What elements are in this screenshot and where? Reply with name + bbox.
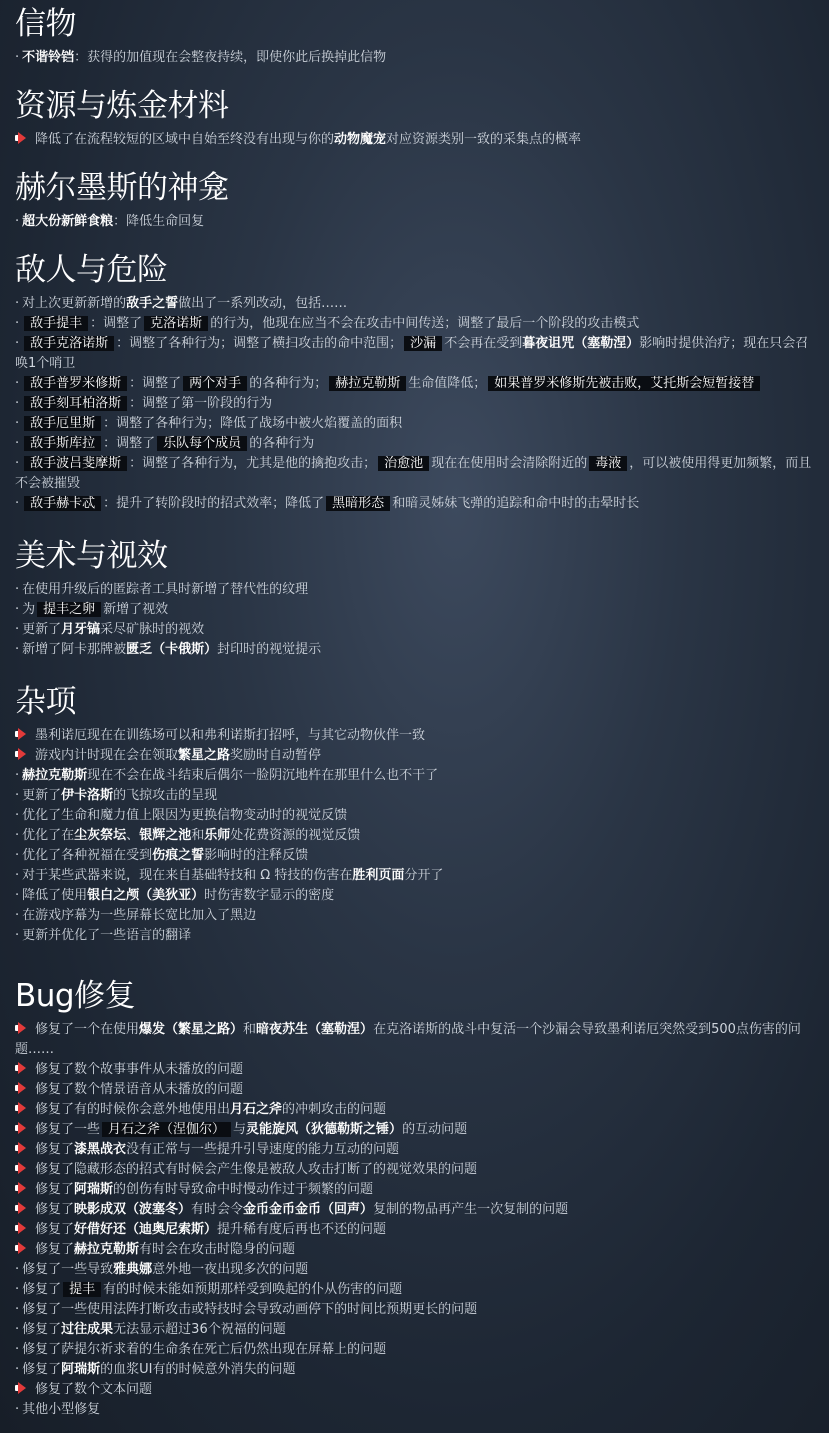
bullet-dot-icon: · xyxy=(15,376,20,391)
item-text: 的各种行为 xyxy=(249,436,315,451)
bold-term: 暮夜诅咒（塞勒涅） xyxy=(522,336,640,351)
item-text: ：降低生命回复 xyxy=(113,214,205,229)
list-item xyxy=(15,1340,815,1360)
megaphone-icon xyxy=(15,1222,29,1234)
list-item xyxy=(15,434,815,454)
bold-term: 伊卡洛斯 xyxy=(61,788,114,803)
item-text: 修复了 xyxy=(35,1182,75,1197)
megaphone-icon xyxy=(15,1082,29,1094)
item-text: 的冲刺攻击的问题 xyxy=(282,1102,387,1117)
highlighted-term: 敌手提丰 xyxy=(24,316,88,331)
patch-notes xyxy=(15,0,815,1420)
list-item xyxy=(15,1400,815,1420)
bold-term: 金币金币金币（回声） xyxy=(243,1202,374,1217)
section xyxy=(15,0,815,68)
bold-term: 伤痕之誓 xyxy=(152,848,205,863)
item-text: 意外地一夜出现多次的问题 xyxy=(152,1262,309,1277)
section xyxy=(15,246,815,514)
item-text: 更新并优化了一些语言的翻译 xyxy=(22,928,192,943)
highlighted-term: 两个对手 xyxy=(183,376,247,391)
item-text: 优化了生命和魔力值上限因为更换信物变动时的视觉反馈 xyxy=(22,808,348,823)
bold-term: 匮乏（卡俄斯） xyxy=(126,642,218,657)
bullet-dot-icon: · xyxy=(15,316,20,331)
item-text: 的互动问题 xyxy=(402,1122,468,1137)
item-text: 修复了 xyxy=(22,1282,62,1297)
megaphone-icon xyxy=(15,1122,29,1134)
highlighted-term: 克洛诺斯 xyxy=(144,316,208,331)
item-text: 修复了 xyxy=(35,1222,75,1237)
list-item xyxy=(15,866,815,886)
bullet-dot-icon: · xyxy=(15,768,20,783)
bullet-dot-icon: · xyxy=(15,1282,20,1297)
bullet-dot-icon: · xyxy=(15,928,20,943)
item-text: 为 xyxy=(22,602,36,617)
section-title: Bug修复 xyxy=(15,978,136,1014)
item-text: 现在在使用时会清除附近的 xyxy=(431,456,588,471)
item-text: 在使用升级后的匿踪者工具时新增了替代性的纹理 xyxy=(22,582,309,597)
item-text: 修复了有的时候你会意外地使用出 xyxy=(35,1102,231,1117)
list-item xyxy=(15,906,815,926)
bullet-dot-icon: · xyxy=(15,808,20,823)
item-text: ：调整了 xyxy=(129,376,182,391)
list-item xyxy=(15,580,815,600)
item-text: 提升稀有度后再也不还的问题 xyxy=(217,1222,387,1237)
bold-term: 月牙镐 xyxy=(61,622,101,637)
list-item xyxy=(15,1140,815,1160)
item-text: 修复了一些 xyxy=(35,1122,101,1137)
megaphone-icon xyxy=(15,132,29,144)
bold-term: 阿瑞斯 xyxy=(61,1362,101,1377)
item-text: ：提升了转阶段时的招式效率；降低了 xyxy=(103,496,325,511)
item-text: 处花费资源的视觉反馈 xyxy=(230,828,361,843)
list-item xyxy=(15,766,815,786)
item-text: 修复了萨提尔祈求着的生命条在死亡后仍然出现在屏幕上的问题 xyxy=(22,1342,387,1357)
item-text: 的创伤有时导致命中时慢动作过于频繁的问题 xyxy=(113,1182,374,1197)
item-text: 修复了隐藏形态的招式有时候会产生像是被敌人攻击打断了的视觉效果的问题 xyxy=(35,1162,478,1177)
list-item xyxy=(15,48,815,68)
bold-term: 乐师 xyxy=(204,828,231,843)
item-text: 采尽矿脉时的视效 xyxy=(100,622,205,637)
item-text: 的血浆UI有的时候意外消失的问题 xyxy=(100,1362,296,1377)
bullet-dot-icon: · xyxy=(15,848,20,863)
item-text: 更新了 xyxy=(22,622,62,637)
bold-term: 赫拉克勒斯 xyxy=(22,768,88,783)
list-item xyxy=(15,334,815,374)
bullet-dot-icon: · xyxy=(15,50,20,65)
item-text: 新增了视效 xyxy=(103,602,169,617)
megaphone-icon xyxy=(15,1062,29,1074)
list-item xyxy=(15,640,815,660)
megaphone-icon xyxy=(15,1142,29,1154)
item-text: 降低了使用 xyxy=(22,888,88,903)
list-item xyxy=(15,314,815,334)
highlighted-term: 敌手普罗米修斯 xyxy=(24,376,127,391)
highlighted-term: 黑暗形态 xyxy=(326,496,390,511)
item-text: 修复了一个在使用 xyxy=(35,1022,140,1037)
bold-term: 暗夜苏生（塞勒涅） xyxy=(256,1022,374,1037)
megaphone-icon xyxy=(15,1162,29,1174)
bold-term: 胜利页面 xyxy=(352,868,405,883)
bullet-dot-icon: · xyxy=(15,868,20,883)
item-text: 和 xyxy=(243,1022,257,1037)
bullet-dot-icon: · xyxy=(15,214,20,229)
highlighted-term: 赫拉克勒斯 xyxy=(329,376,406,391)
item-text: 有时会令 xyxy=(191,1202,244,1217)
bullet-dot-icon: · xyxy=(15,828,20,843)
bullet-dot-icon: · xyxy=(15,396,20,411)
item-text: 做出了一系列改动，包括…… xyxy=(178,296,348,311)
section-title: 美术与视效 xyxy=(15,538,168,574)
bullet-dot-icon: · xyxy=(15,582,20,597)
list-item xyxy=(15,746,815,766)
item-text: 与 xyxy=(233,1122,247,1137)
bold-term: 雅典娜 xyxy=(113,1262,153,1277)
megaphone-icon xyxy=(15,1202,29,1214)
bold-term: 漆黑战衣 xyxy=(74,1142,127,1157)
item-text: ：获得的加值现在会整夜持续，即使你此后换掉此信物 xyxy=(74,50,387,65)
highlighted-term: 沙漏 xyxy=(404,336,442,351)
item-text: 没有正常与一些提升引导速度的能力互动的问题 xyxy=(126,1142,400,1157)
item-text: 的飞掠攻击的呈现 xyxy=(113,788,218,803)
item-text: 的各种行为； xyxy=(249,376,328,391)
list-item xyxy=(15,786,815,806)
section-title: 敌人与危险 xyxy=(15,252,168,288)
highlighted-term: 敌手厄里斯 xyxy=(24,416,101,431)
highlighted-term: 毒液 xyxy=(589,456,627,471)
item-text: 分开了 xyxy=(404,868,444,883)
list-item xyxy=(15,1180,815,1200)
bullet-dot-icon: · xyxy=(15,1322,20,1337)
list-item xyxy=(15,494,815,514)
section xyxy=(15,82,815,150)
item-text: 复制的物品再产生一次复制的问题 xyxy=(373,1202,569,1217)
item-text: 优化了各种祝福在受到 xyxy=(22,848,153,863)
megaphone-icon xyxy=(15,1182,29,1194)
item-text: 奖励时自动暂停 xyxy=(230,748,322,763)
list-item xyxy=(15,726,815,746)
highlighted-term: 月石之斧（涅伽尔） xyxy=(102,1122,231,1137)
item-text: 墨利诺厄现在在训练场可以和弗利诺斯打招呼，与其它动物伙伴一致 xyxy=(35,728,426,743)
bullet-dot-icon: · xyxy=(15,908,20,923)
item-text: 修复了数个文本问题 xyxy=(35,1382,153,1397)
megaphone-icon xyxy=(15,1242,29,1254)
item-text: 影响时提供治疗；现在只会召唤1个哨卫 xyxy=(15,336,809,371)
highlighted-term: 提丰之卵 xyxy=(37,602,101,617)
bullet-dot-icon: · xyxy=(15,1402,20,1417)
section xyxy=(15,164,815,232)
bold-term: 动物魔宠 xyxy=(334,132,387,147)
highlighted-term: 敌手刻耳柏洛斯 xyxy=(24,396,127,411)
list-item xyxy=(15,1100,815,1120)
bullet-dot-icon: · xyxy=(15,642,20,657)
bold-term: 好借好还（迪奥尼索斯） xyxy=(74,1222,218,1237)
bullet-dot-icon: · xyxy=(15,888,20,903)
item-text: 对应资源类别一致的采集点的概率 xyxy=(386,132,582,147)
list-item xyxy=(15,926,815,946)
item-text: ：调整了第一阶段的行为 xyxy=(129,396,273,411)
list-item xyxy=(15,294,815,314)
megaphone-icon xyxy=(15,728,29,740)
bold-term: 过往成果 xyxy=(61,1322,114,1337)
bullet-dot-icon: · xyxy=(15,1362,20,1377)
item-text: 时伤害数字显示的密度 xyxy=(204,888,335,903)
list-item xyxy=(15,826,815,846)
list-item xyxy=(15,886,815,906)
section xyxy=(15,532,815,660)
bold-term: 阿瑞斯 xyxy=(74,1182,114,1197)
item-text: 修复了 xyxy=(35,1242,75,1257)
bullet-dot-icon: · xyxy=(15,1262,20,1277)
item-text: ：调整了各种行为；调整了横扫攻击的命中范围； xyxy=(116,336,403,351)
item-text: 对上次更新新增的 xyxy=(22,296,127,311)
bullet-dot-icon: · xyxy=(15,456,20,471)
bullet-dot-icon: · xyxy=(15,296,20,311)
item-text: 和暗灵姊妹飞弹的追踪和命中时的击晕时长 xyxy=(392,496,640,511)
list-item xyxy=(15,1220,815,1240)
item-text: 对于某些武器来说，现在来自基础特技和 Ω 特技的伤害在 xyxy=(22,868,353,883)
item-text: 其他小型修复 xyxy=(22,1402,101,1417)
item-text: 修复了 xyxy=(35,1202,75,1217)
bold-term: 繁星之路 xyxy=(178,748,231,763)
item-text: 游戏内计时现在会在领取 xyxy=(35,748,179,763)
list-item xyxy=(15,620,815,640)
bullet-dot-icon: · xyxy=(15,436,20,451)
item-text: 有的时候未能如预期那样受到唤起的仆从伤害的问题 xyxy=(103,1282,403,1297)
list-item xyxy=(15,1060,815,1080)
highlighted-term: 敌手赫卡忒 xyxy=(24,496,101,511)
bullet-dot-icon: · xyxy=(15,1342,20,1357)
bold-term: 尘灰祭坛 xyxy=(74,828,127,843)
bullet-dot-icon: · xyxy=(15,416,20,431)
bold-term: 爆发（繁星之路） xyxy=(139,1022,244,1037)
list-item xyxy=(15,1200,815,1220)
item-text: 修复了一些使用法阵打断攻击或特技时会导致动画停下的时间比预期更长的问题 xyxy=(22,1302,478,1317)
item-text: 、 xyxy=(126,828,140,843)
highlighted-term: 治愈池 xyxy=(378,456,429,471)
item-text: ：调整了 xyxy=(103,436,156,451)
item-text: 降低了在流程较短的区域中自始至终没有出现与你的 xyxy=(35,132,335,147)
list-item xyxy=(15,1240,815,1260)
section-title: 杂项 xyxy=(15,684,76,720)
list-item xyxy=(15,414,815,434)
bold-term: 银白之颅（美狄亚） xyxy=(87,888,205,903)
list-item xyxy=(15,1380,815,1400)
section xyxy=(15,972,815,1420)
list-item xyxy=(15,1020,815,1060)
item-text: ：调整了各种行为；降低了战场中被火焰覆盖的面积 xyxy=(103,416,403,431)
item-text: 在游戏序幕为一些屏幕长宽比加入了黑边 xyxy=(22,908,257,923)
bold-term: 银辉之池 xyxy=(139,828,192,843)
highlighted-term: 如果普罗米修斯先被击败，艾托斯会短暂接替 xyxy=(488,376,760,391)
bullet-dot-icon: · xyxy=(15,622,20,637)
item-text: 现在不会在战斗结束后偶尔一脸阴沉地杵在那里什么也不干了 xyxy=(87,768,439,783)
megaphone-icon xyxy=(15,1102,29,1114)
item-text: 修复了 xyxy=(22,1362,62,1377)
list-item xyxy=(15,374,815,394)
list-item xyxy=(15,1260,815,1280)
item-text: ：调整了 xyxy=(90,316,143,331)
highlighted-term: 敌手斯库拉 xyxy=(24,436,101,451)
item-text: 影响时的注释反馈 xyxy=(204,848,309,863)
bold-term: 灵能旋风（狄德勒斯之锤） xyxy=(246,1122,403,1137)
item-text: 不会再在受到 xyxy=(444,336,523,351)
list-item xyxy=(15,1300,815,1320)
bold-term: 超大份新鲜食粮 xyxy=(22,214,114,229)
list-item xyxy=(15,394,815,414)
item-text: 修复了 xyxy=(35,1142,75,1157)
highlighted-term: 乐队每个成员 xyxy=(157,436,247,451)
item-text: 修复了数个故事事件从未播放的问题 xyxy=(35,1062,244,1077)
list-item xyxy=(15,1360,815,1380)
section-title: 赫尔墨斯的神龛 xyxy=(15,170,229,206)
list-item xyxy=(15,1160,815,1180)
item-text: 的行为，他现在应当不会在攻击中间传送；调整了最后一个阶段的攻击模式 xyxy=(210,316,640,331)
item-text: 修复了一些导致 xyxy=(22,1262,114,1277)
item-text: 在克洛诺斯的战斗中复活一个沙漏会导致墨利诺厄突然受到500点伤害的问题…… xyxy=(15,1022,801,1057)
item-text: 和 xyxy=(191,828,205,843)
list-item xyxy=(15,454,815,494)
list-item xyxy=(15,212,815,232)
item-text: 有时会在攻击时隐身的问题 xyxy=(139,1242,296,1257)
highlighted-term: 敌手克洛诺斯 xyxy=(24,336,114,351)
item-text: ：调整了各种行为，尤其是他的擒抱攻击； xyxy=(129,456,377,471)
list-item xyxy=(15,1120,815,1140)
megaphone-icon xyxy=(15,748,29,760)
section xyxy=(15,678,815,946)
list-item xyxy=(15,846,815,866)
item-text: 新增了阿卡那牌被 xyxy=(22,642,127,657)
item-text: 封印时的视觉提示 xyxy=(217,642,322,657)
list-item xyxy=(15,806,815,826)
item-text: 修复了数个情景语音从未播放的问题 xyxy=(35,1082,244,1097)
item-text: 更新了 xyxy=(22,788,62,803)
bold-term: 映影成双（波塞冬） xyxy=(74,1202,192,1217)
bold-term: 月石之斧 xyxy=(230,1102,283,1117)
bullet-dot-icon: · xyxy=(15,336,20,351)
megaphone-icon xyxy=(15,1382,29,1394)
item-text: 生命值降低； xyxy=(408,376,487,391)
list-item xyxy=(15,130,815,150)
bold-term: 赫拉克勒斯 xyxy=(74,1242,140,1257)
megaphone-icon xyxy=(15,1022,29,1034)
bold-term: 不谐铃铛 xyxy=(22,50,75,65)
section-title: 信物 xyxy=(15,6,76,42)
highlighted-term: 敌手波吕斐摩斯 xyxy=(24,456,127,471)
bullet-dot-icon: · xyxy=(15,496,20,511)
bullet-dot-icon: · xyxy=(15,788,20,803)
bold-term: 敌手之誓 xyxy=(126,296,179,311)
highlighted-term: 提丰 xyxy=(63,1282,101,1297)
section-title: 资源与炼金材料 xyxy=(15,88,229,124)
item-text: 无法显示超过36个祝福的问题 xyxy=(113,1322,286,1337)
list-item xyxy=(15,1280,815,1300)
bullet-dot-icon: · xyxy=(15,602,20,617)
list-item xyxy=(15,600,815,620)
list-item xyxy=(15,1320,815,1340)
item-text: ，可以被使用得更加频繁，而且不会被摧毁 xyxy=(15,456,812,491)
list-item xyxy=(15,1080,815,1100)
bullet-dot-icon: · xyxy=(15,1302,20,1317)
item-text: 优化了在 xyxy=(22,828,75,843)
item-text: 修复了 xyxy=(22,1322,62,1337)
